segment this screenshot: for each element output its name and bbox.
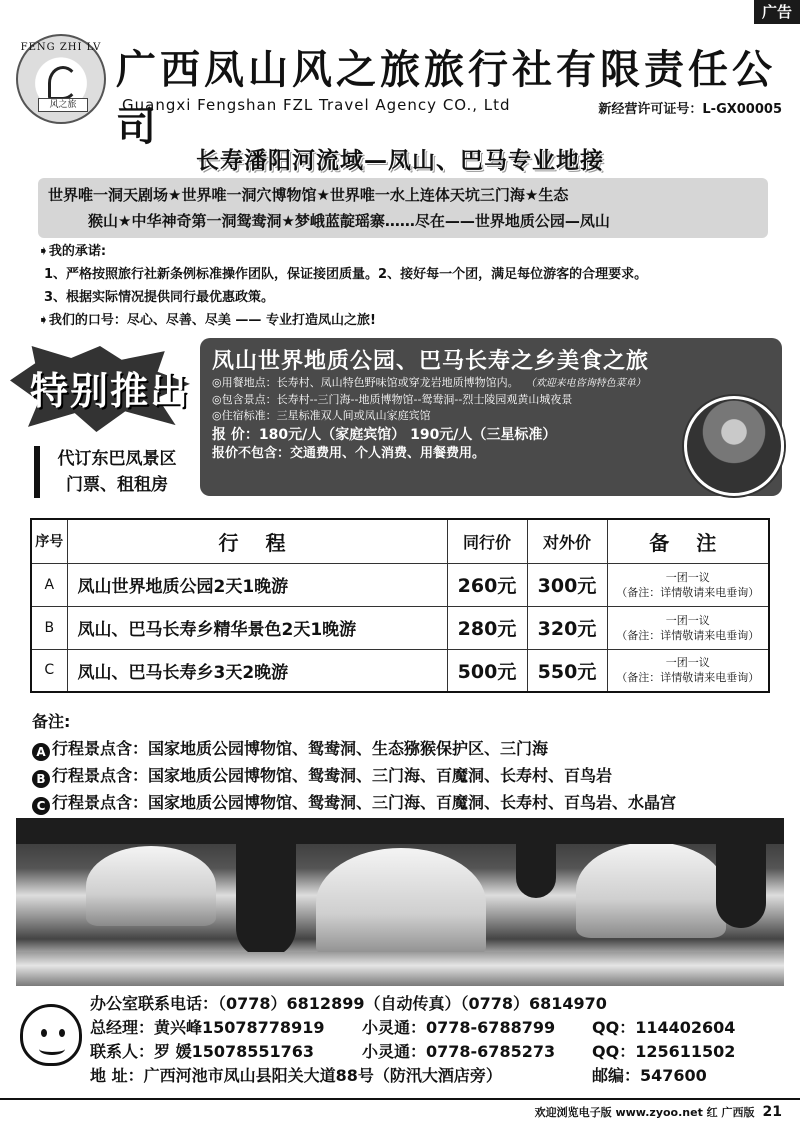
tour-price-table <box>30 518 770 693</box>
table-row <box>31 649 769 692</box>
row-remark-1: 一团一议 <box>665 656 710 670</box>
bullet-icon: ◎ <box>212 409 222 422</box>
ticket-booking-note <box>34 446 194 498</box>
arrow-icon: ➧ <box>38 313 49 328</box>
contact-info <box>90 992 790 1088</box>
row-remark-2: （备注：详情敬请来电垂询） <box>616 585 760 599</box>
footer-text: 欢迎浏览电子版 www.zyoo.net 红 广西版 <box>534 1106 755 1119</box>
row-remark-2: （备注：详情敬请来电垂询） <box>616 628 760 642</box>
promise-item-1: 1、严格按照旅行社新条例标准操作团队，保证接团质量。2、接好每一个团，满足每位游客的合理要求。 <box>44 267 648 282</box>
attractions-box <box>38 178 768 238</box>
row-retail-price: 550元 <box>527 649 607 692</box>
row-remark-1: 一团一议 <box>665 613 710 627</box>
contact-qq: QQ：125611502 <box>592 1042 736 1061</box>
stalactite <box>516 838 556 898</box>
promo-meal-note: （欢迎来电咨询特色菜单） <box>530 378 646 389</box>
row-peer-price: 500元 <box>447 649 527 692</box>
itinerary-remarks <box>32 708 782 816</box>
eye <box>41 1029 47 1037</box>
row-peer-price: 280元 <box>447 606 527 649</box>
row-route: 凤山、巴马长寿乡3天2晚游 <box>67 649 447 692</box>
office-phone: 办公室联系电话：（0778）6812899（自动传真）（0778）6814970 <box>90 994 607 1013</box>
manager-row <box>90 1016 790 1040</box>
logo-sub-text: 风之旅 <box>38 98 88 112</box>
table-row <box>31 563 769 606</box>
company-name-en: Guangxi Fengshan FZL Travel Agency CO., Ltd <box>122 96 511 114</box>
promo-spots-text: 包含景点：长寿村--三门海--地质博物馆--鸳鸯洞--烈士陵园观黄山城夜景 <box>221 393 573 406</box>
col-header-peer-price: 同行价 <box>447 519 527 563</box>
row-route: 凤山世界地质公园2天1晚游 <box>67 563 447 606</box>
cave-opening <box>576 842 726 938</box>
table-row <box>31 606 769 649</box>
remark-item-c <box>32 789 782 816</box>
table-header-row <box>31 519 769 563</box>
slogan-text: 我们的口号：尽心、尽善、尽美 —— 专业打造凤山之旅! <box>48 313 376 328</box>
cave-landscape-photo <box>16 818 784 986</box>
footer <box>535 1104 782 1120</box>
cave-pillar <box>236 838 296 958</box>
manager-phs: 小灵通：0778-6788799 <box>362 1018 556 1037</box>
bird-icon <box>48 66 78 100</box>
manager-qq: QQ：114402604 <box>592 1018 736 1037</box>
page-number: 21 <box>762 1104 782 1120</box>
header <box>14 30 794 150</box>
attractions-line-1: 世界唯一洞天剧场★世界唯一洞穴博物馆★世界唯一水上连体天坑三门海★生态 <box>48 186 569 204</box>
slogan <box>38 309 778 332</box>
manager-name-phone: 总经理：黄兴峰15078778919 <box>90 1018 325 1037</box>
remark-text: 行程景点含：国家地质公园博物馆、鸳鸯洞、三门海、百魔洞、长寿村、百鸟岩、水晶宫 <box>52 793 677 812</box>
address-row <box>90 1064 790 1088</box>
row-retail-price: 300元 <box>527 563 607 606</box>
remark-item-b <box>32 762 782 789</box>
promo-title: 凤山世界地质公园、巴马长寿之乡美食之旅 <box>212 349 650 374</box>
contact-phs: 小灵通：0778-6785273 <box>362 1042 556 1061</box>
promise-heading-text: 我的承诺: <box>48 244 107 259</box>
logo-ring-text: FENG ZHI LV <box>20 42 102 53</box>
circle-b-icon: B <box>32 770 50 788</box>
special-badge <box>10 346 190 436</box>
river-water <box>16 952 784 986</box>
license-number: 新经营许可证号：L-GX00005 <box>598 102 782 117</box>
promo-meal-text: 用餐地点：长寿村、凤山特色野味馆或穿龙岩地质博物馆内。 <box>221 376 519 389</box>
smiley-mascot-icon <box>20 1004 82 1066</box>
special-badge-text: 特别推出 <box>30 368 191 413</box>
row-id: A <box>31 563 67 606</box>
circle-c-icon: C <box>32 797 50 815</box>
contact-person-row <box>90 1040 790 1064</box>
promo-meal <box>212 375 770 392</box>
row-remark <box>607 606 769 649</box>
ad-tag: 广告 <box>754 0 800 24</box>
ticket-note-line-2: 门票、租租房 <box>66 475 168 495</box>
row-remark-2: （备注：详情敬请来电垂询） <box>616 671 760 685</box>
company-name-cn: 广西凤山风之旅旅行社有限责任公司 <box>116 46 776 150</box>
stalactite <box>716 838 766 928</box>
footer-divider <box>0 1098 800 1100</box>
col-header-id: 序号 <box>31 519 67 563</box>
address: 地 址：广西河池市凤山县阳关大道88号（防汛大酒店旁） <box>90 1066 502 1085</box>
remark-text: 行程景点含：国家地质公园博物馆、鸳鸯洞、生态猕猴保护区、三门海 <box>52 739 549 758</box>
attractions-line-2: 猴山★中华神奇第一洞鸳鸯洞★梦峨蓝靛瑶寨……尽在——世界地质公园—凤山 <box>88 212 610 230</box>
row-peer-price: 260元 <box>447 563 527 606</box>
row-route: 凤山、巴马长寿乡精华景色2天1晚游 <box>67 606 447 649</box>
row-retail-price: 320元 <box>527 606 607 649</box>
promo-exclude: 报价不包含：交通费用、个人消费、用餐费用。 <box>212 446 486 461</box>
row-remark-1: 一团一议 <box>665 570 710 584</box>
cave-ceiling <box>16 818 784 844</box>
bullet-icon: ◎ <box>212 376 222 389</box>
row-remark <box>607 563 769 606</box>
col-header-route: 行 程 <box>67 519 447 563</box>
company-logo <box>16 34 106 124</box>
tagline: 长寿潘阳河流域—凤山、巴马专业地接 <box>196 148 604 174</box>
promise-section <box>38 240 778 332</box>
col-header-remarks: 备 注 <box>607 519 769 563</box>
mouth <box>39 1043 65 1055</box>
bullet-icon: ◎ <box>212 393 222 406</box>
promo-stay <box>212 408 770 424</box>
promo-stay-text: 住宿标准：三星标准双人间或凤山家庭宾馆 <box>221 409 431 422</box>
remarks-heading: 备注: <box>32 712 71 731</box>
postcode: 邮编：547600 <box>592 1066 707 1085</box>
remark-text: 行程景点含：国家地质公园博物馆、鸳鸯洞、三门海、百魔洞、长寿村、百鸟岩 <box>52 766 613 785</box>
promo-price: 报 价：180元/人（家庭宾馆） 190元/人（三星标准） <box>212 427 557 443</box>
promo-spots <box>212 392 770 408</box>
eye <box>59 1029 65 1037</box>
contact-name-phone: 联系人：罗 媛15078551763 <box>90 1042 315 1061</box>
row-id: C <box>31 649 67 692</box>
ticket-note-line-1: 代订东巴凤景区 <box>57 449 177 469</box>
cave-opening <box>316 848 486 958</box>
promise-item-2: 3、根据实际情况提供同行最优惠政策。 <box>44 290 275 305</box>
promise-heading <box>38 240 778 263</box>
remark-item-a <box>32 735 782 762</box>
cooking-photo <box>684 396 784 496</box>
row-id: B <box>31 606 67 649</box>
col-header-retail-price: 对外价 <box>527 519 607 563</box>
row-remark <box>607 649 769 692</box>
arrow-icon: ➧ <box>38 244 49 259</box>
circle-a-icon: A <box>32 743 50 761</box>
cave-opening <box>86 846 216 926</box>
